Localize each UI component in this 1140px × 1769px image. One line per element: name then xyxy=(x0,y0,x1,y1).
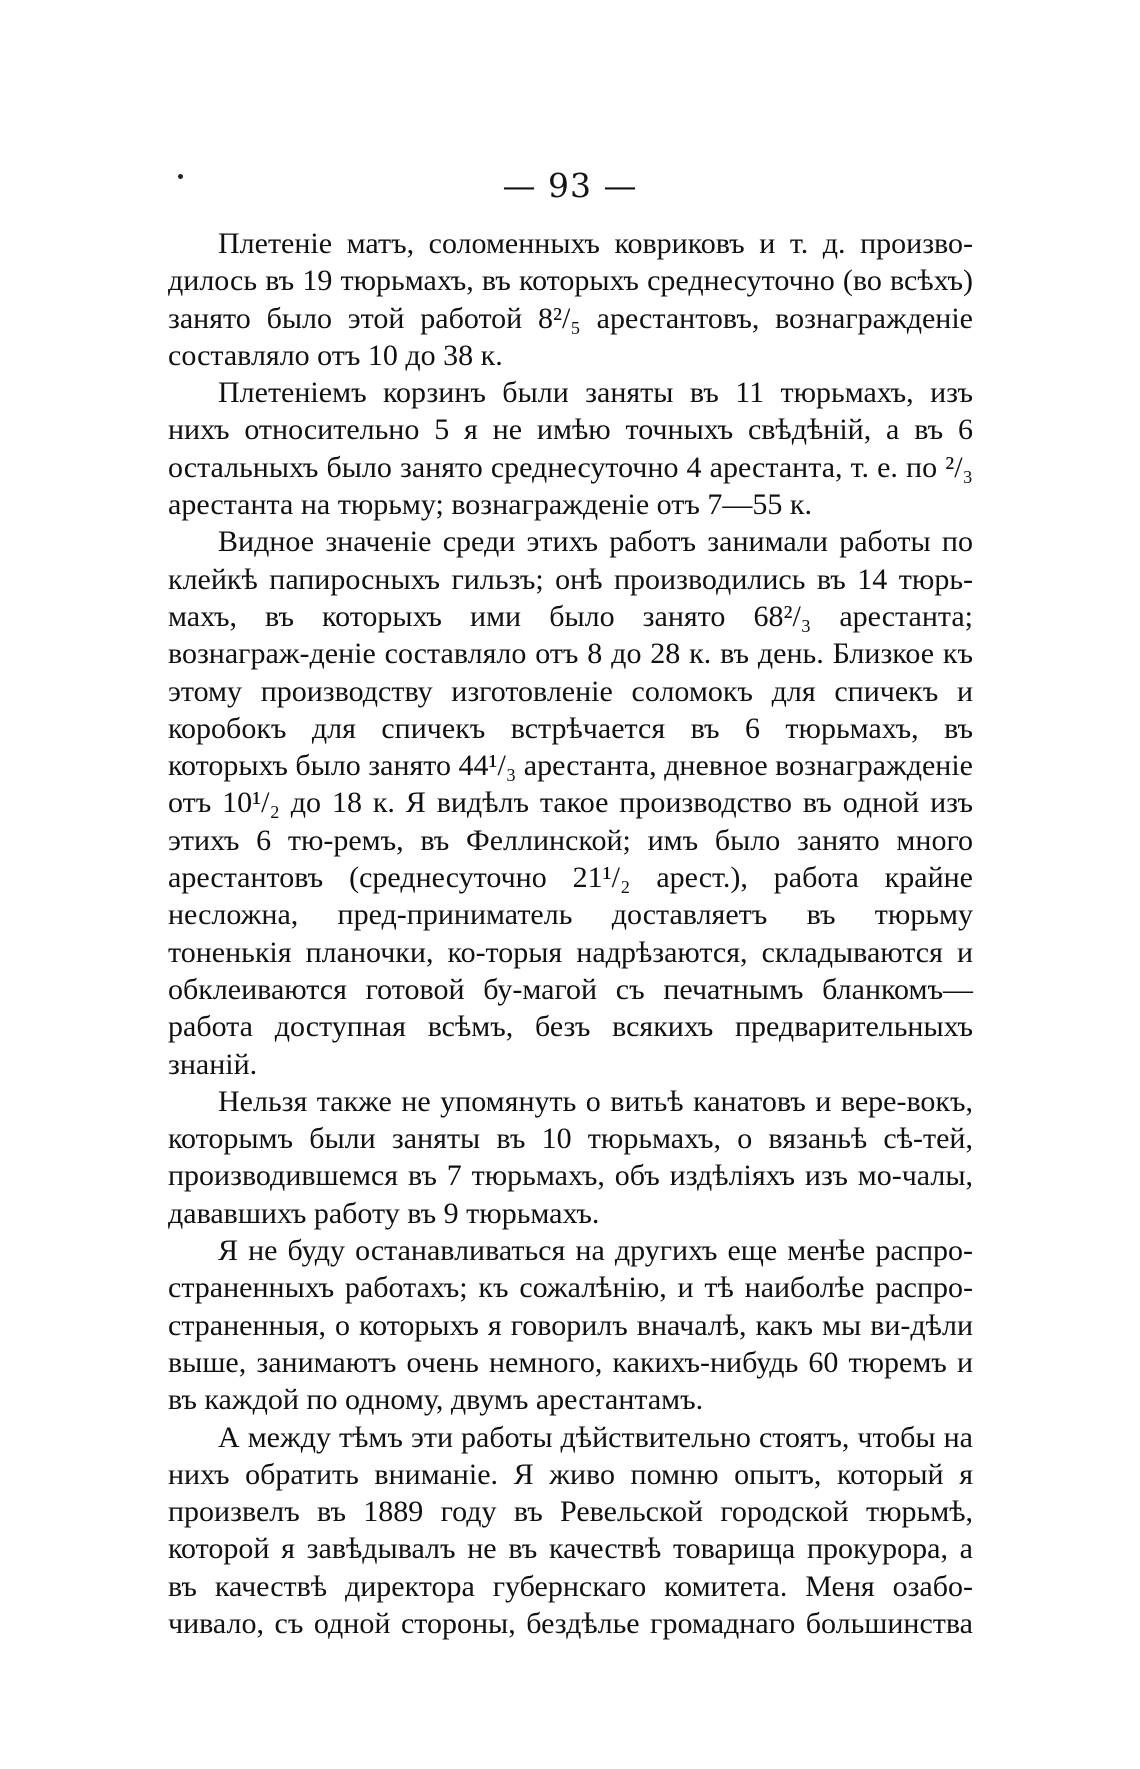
paragraph-cigarette-tubes: Видное значеніе среди этихъ работъ занимали работы по клейкѣ папиросныхъ гильзъ; онѣ производились въ 14 тюрь-махъ, въ которыхъ ими было занято 68²/₃ арестанта; вознаграж-деніе составляло отъ 8 до 28 к. въ день. Близкое къ этому производству изготовленіе соломокъ для спичекъ и коробокъ для спичекъ встрѣчается въ 6 тюрьмахъ, въ которыхъ было занято 44¹/₃ арестанта, дневное вознагражденіе отъ 10¹/₂ до 18 к. Я видѣлъ такое производство въ одной изъ этихъ 6 тю-ремъ, въ Феллинской; имъ было занято много арестантовъ (среднесуточно 21¹/₂ арест.), работа крайне несложна, пред-приниматель доставляетъ въ тюрьму тоненькія планочки, ко-торыя надрѣзаются, складываются и обклеиваются готовой бу-магой съ печатнымъ бланкомъ—работа доступная всѣмъ, безъ всякихъ предварительныхъ знаній. xyxy=(168,525,973,1081)
paragraph-basket-weaving: Плетеніемъ корзинъ были заняты въ 11 тюрьмахъ, изъ нихъ относительно 5 я не имѣю точныхъ свѣдѣній, а въ 6 остальныхъ было занято среднесуточно 4 арестанта, т. е. по ²/₃ арестанта на тюрьму; вознагражденіе отъ 7—55 к. xyxy=(168,376,973,522)
paragraph-mat-weaving: Плетеніе матъ, соломенныхъ ковриковъ и т. д. произво-дилось въ 19 тюрьмахъ, въ которыхъ среднесуточно (во всѣхъ) занято было этой работой 8²/₅ арестантовъ, вознагражденіе составляло отъ 10 до 38 к. xyxy=(168,227,973,372)
body-text xyxy=(168,225,973,1642)
paragraph-other-works: Я не буду останавливаться на другихъ еще менѣе распро-страненныхъ работахъ; къ сожалѣнію, и тѣ наиболѣе распро-страненныя, о которыхъ я говорилъ вначалѣ, какъ мы ви-дѣли выше, занимаютъ очень немного, какихъ-нибудь 60 тюремъ и въ каждой по одному, двумъ арестантамъ. xyxy=(168,1234,973,1417)
paragraph-experiment: А между тѣмъ эти работы дѣйствительно стоятъ, чтобы на нихъ обратить вниманіе. Я живо помню опытъ, который я произвелъ въ 1889 году въ Ревельской городской тюрьмѣ, которой я завѣдывалъ не въ качествѣ товарища прокурора, а въ качествѣ директора губернскаго комитета. Меня озабо-чивало, съ одной стороны, бездѣлье громаднаго большинства xyxy=(168,1420,973,1640)
paragraph-ropes-nets: Нельзя также не упомянуть о витьѣ канатовъ и вере-вокъ, которымъ были заняты въ 10 тюрьмахъ, о вязаньѣ сѣ-тей, производившемся въ 7 тюрьмахъ, объ издѣліяхъ изъ мо-чалы, дававшихъ работу въ 9 тюрьмахъ. xyxy=(168,1084,973,1230)
page-number: — 93 — xyxy=(502,166,638,205)
